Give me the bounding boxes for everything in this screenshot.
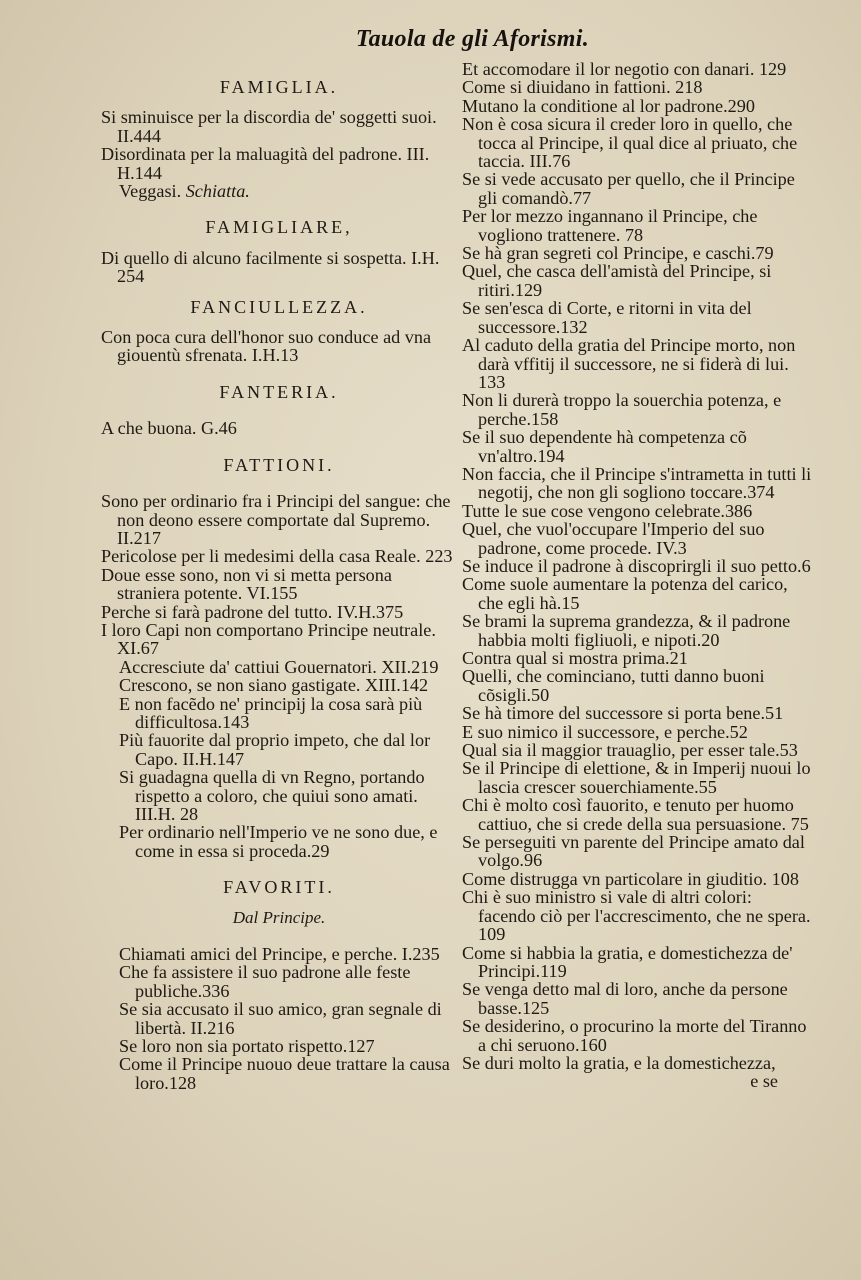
index-entry: Se loro non sia portato rispetto.127 <box>119 1036 375 1057</box>
index-entry: Sono per ordinario fra i Principi del sangue: che non deono essere comportate dal Supremo. II.217 <box>101 491 451 548</box>
left-column <box>101 60 457 1092</box>
index-entry: Al caduto della gratia del Principe morto, non darà vffitij il successore, ne si fiderà di lui. 133 <box>462 335 796 392</box>
index-entry: Perche si farà padrone del tutto. IV.H.375 <box>101 601 404 622</box>
section-heading-famiglia: FAMIGLIA. <box>219 77 339 97</box>
section-heading-fauoriti: FAVORITI. <box>223 877 335 898</box>
catchword: e se <box>750 1071 778 1092</box>
index-entry: Non è cosa sicura il creder loro in quello, che tocca al Principe, il qual dice al priuato, che taccia. III.76 <box>462 114 798 172</box>
see-also-entry <box>101 182 457 200</box>
index-entry: Quel, che casca dell'amistà del Principe, si ritiri.129 <box>462 261 772 300</box>
index-entry: A che buona. G.46 <box>101 418 237 439</box>
index-entry: Non li durerà troppo la souerchia potenza, e perche.158 <box>462 390 782 429</box>
index-entry: Come si habbia la gratia, e domestichezza de' Principi.119 <box>462 942 793 981</box>
index-entry: Se sen'esca di Corte, e ritorni in vita del successore.132 <box>462 298 752 337</box>
index-sub-entry: Crescono, se non siano gastigate. XIII.142 <box>119 675 429 696</box>
right-column <box>462 60 814 1091</box>
index-entry: Se il suo dependente hà competenza cõ vn'altro.194 <box>462 427 747 466</box>
index-entry: Se si vede accusato per quello, che il Principe gli comandò.77 <box>462 169 795 208</box>
index-entry: Come suole aumentare la potenza del carico, che egli hà.15 <box>462 574 788 613</box>
index-sub-entry: Si guadagna quella di vn Regno, portando rispetto a coloro, che quiui sono amati. III.H. 28 <box>119 767 425 824</box>
index-entry: Se il Principe di elettione, & in Imperij nuoui lo lascia crescer souerchiamente.55 <box>462 758 811 797</box>
see-also-ref: Schiatta. <box>185 181 250 202</box>
index-entry: Se hà gran segreti col Principe, e caschi.79 <box>462 243 774 264</box>
index-entry: Se perseguiti vn parente del Principe amato dal volgo.96 <box>462 832 805 871</box>
section-heading-fattioni: FATTIONI. <box>223 454 335 475</box>
index-entry: Non faccia, che il Principe s'intrametta in tutti li negotij, che non gli sogliono toccare.374 <box>462 463 812 503</box>
index-entry: Chi è molto così fauorito, e tenuto per huomo cattiuo, che si crede della sua persuasione. 75 <box>462 795 809 834</box>
index-entry: Se duri molto la gratia, e la domestichezza, <box>462 1052 776 1073</box>
index-entry: Chiamati amici del Principe, e perche. I.235 <box>119 944 440 965</box>
index-entry: Pericolose per li medesimi della casa Reale. 223 <box>101 546 453 567</box>
index-entry: Se desiderino, o procurino la morte del Tiranno a chi seruono.160 <box>462 1016 807 1055</box>
index-entry: Quelli, che cominciano, tutti danno buoni cõsigli.50 <box>462 666 765 705</box>
index-entry: Per lor mezzo ingannano il Principe, che vogliono trattenere. 78 <box>462 206 758 245</box>
index-entry: I loro Capi non comportano Principe neutrale. XI.67 <box>101 619 436 659</box>
index-entry: Come distrugga vn particolare in giuditio. 108 <box>462 868 799 889</box>
index-entry: Se brami la suprema grandezza, & il padrone habbia molti figliuoli, e nipoti.20 <box>462 611 791 650</box>
index-entry: Che fa assistere il suo padrone alle feste publiche.336 <box>119 962 411 1001</box>
index-entry: Con poca cura dell'honor suo conduce ad vna giouentù sfrenata. I.H.13 <box>101 327 432 366</box>
index-entry: Di quello di alcuno facilmente si sospetta. I.H. 254 <box>101 247 440 287</box>
page-header: Tauola de gli Aforismi. <box>355 26 589 52</box>
index-entry: Et accomodare il lor negotio con danari. 129 <box>462 59 787 79</box>
index-sub-entry: Per ordinario nell'Imperio ve ne sono due, e come in essa si proceda.29 <box>119 822 438 861</box>
index-entry: Mutano la conditione al lor padrone.290 <box>462 95 755 116</box>
index-entry: Tutte le sue cose vengono celebrate.386 <box>462 500 753 521</box>
index-entry: Se hà timore del successore si porta bene.51 <box>462 703 784 724</box>
index-entry: Doue esse sono, non vi si metta persona straniera potente. VI.155 <box>101 564 392 604</box>
index-entry: Se sia accusato il suo amico, gran segnale di libertà. II.216 <box>119 999 442 1038</box>
section-heading-famigliare: FAMIGLIARE, <box>205 217 353 238</box>
index-sub-entry: Più fauorite dal proprio impeto, che dal lor Capo. II.H.147 <box>119 730 431 769</box>
index-entry: E suo nimico il successore, e perche.52 <box>462 721 748 742</box>
index-entry: Chi è suo ministro si vale di altri colori: facendo ciò per l'accrescimento, che ne spera. 109 <box>462 887 811 945</box>
section-heading-fanciullezza: FANCIULLEZZA. <box>190 296 368 317</box>
index-entry: Contra qual si mostra prima.21 <box>462 648 688 668</box>
index-entry: Se induce il padrone à discoprirgli il suo petto.6 <box>462 555 811 576</box>
see-also-prefix: Veggasi. <box>119 181 182 202</box>
index-entry: Si sminuisce per la discordia de' soggetti suoi. II.444 <box>101 107 437 146</box>
index-entry: Come si diuidano in fattioni. 218 <box>462 77 703 98</box>
section-subheading: Dal Principe. <box>232 907 326 927</box>
index-entry: Qual sia il maggior trauaglio, per esser tale.53 <box>462 740 798 761</box>
section-heading-fanteria: FANTERIA. <box>219 381 339 402</box>
index-entry: Quel, che vuol'occupare l'Imperio del suo padrone, come procede. IV.3 <box>462 519 765 558</box>
index-entry: Come il Principe nuouo deue trattare la causa loro.128 <box>119 1054 450 1093</box>
index-entry: Disordinata per la maluagità del padrone. III. H.144 <box>101 144 430 183</box>
index-entry: Se venga detto mal di loro, anche da persone basse.125 <box>462 979 788 1018</box>
index-sub-entry: Accresciute da' cattiui Gouernatori. XII.219 <box>119 656 439 677</box>
index-sub-entry: E non facẽdo ne' principij la cosa sarà più difficultosa.143 <box>119 693 423 732</box>
